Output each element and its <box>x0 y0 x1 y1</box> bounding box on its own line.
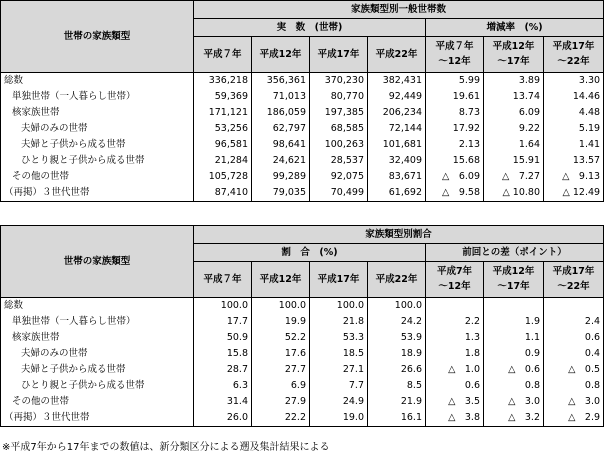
rate-cell: 14.46 <box>544 89 604 105</box>
table-row <box>1 410 604 427</box>
row-label: 夫婦のみの世帯 <box>1 121 194 137</box>
rate-cell: 8.73 <box>426 105 484 121</box>
diff-header: 平成7年 ～12年 <box>426 262 484 298</box>
value-cell: 87,410 <box>194 185 252 202</box>
year-header: 平成17年 <box>310 262 368 298</box>
row-label: （再掲）３世代世帯 <box>1 185 194 202</box>
value-cell: 59,369 <box>194 89 252 105</box>
value-cell: 61,692 <box>368 185 426 202</box>
diff-header: 平成17年 ～22年 <box>544 262 604 298</box>
row-label: その他の世帯 <box>1 394 194 410</box>
rate-cell: △ 3.0 <box>484 394 544 410</box>
table-row <box>1 73 604 90</box>
value-cell: 98,641 <box>252 137 310 153</box>
table-row <box>1 121 604 137</box>
row-header: 世帯の家族類型 <box>1 226 194 298</box>
rate-cell: 13.74 <box>484 89 544 105</box>
value-cell: 83,671 <box>368 169 426 185</box>
value-cell: 26.6 <box>368 362 426 378</box>
value-cell: 7.7 <box>310 378 368 394</box>
rate-cell: 0.8 <box>544 378 604 394</box>
value-cell: 21.8 <box>310 314 368 330</box>
rate-cell: 1.64 <box>484 137 544 153</box>
rate-cell: 2.4 <box>544 314 604 330</box>
rate-cell: 4.48 <box>544 105 604 121</box>
year-header: 平成７年 <box>194 37 252 73</box>
rate-cell <box>484 298 544 315</box>
table-row <box>1 169 604 185</box>
value-cell: 8.5 <box>368 378 426 394</box>
rate-cell: △ 9.13 <box>544 169 604 185</box>
value-cell: 197,385 <box>310 105 368 121</box>
row-label: 核家族世帯 <box>1 105 194 121</box>
row-label: 総数 <box>1 73 194 90</box>
value-cell: 31.4 <box>194 394 252 410</box>
group-title: 家族類型別割合 <box>194 226 604 244</box>
value-cell: 27.1 <box>310 362 368 378</box>
value-cell: 27.9 <box>252 394 310 410</box>
rate-cell: △ 0.5 <box>544 362 604 378</box>
table-row <box>1 362 604 378</box>
value-cell: 18.5 <box>310 346 368 362</box>
value-cell: 22.2 <box>252 410 310 427</box>
rate-cell: △ 3.2 <box>484 410 544 427</box>
row-label: ひとり親と子供から成る世帯 <box>1 153 194 169</box>
value-cell: 21,284 <box>194 153 252 169</box>
row-label: ひとり親と子供から成る世帯 <box>1 378 194 394</box>
rate-cell: 5.19 <box>544 121 604 137</box>
rate-cell: 1.3 <box>426 330 484 346</box>
subheader-share: 割 合 (%) <box>194 244 426 262</box>
value-cell: 24.9 <box>310 394 368 410</box>
value-cell: 53.9 <box>368 330 426 346</box>
rate-cell: 1.8 <box>426 346 484 362</box>
row-label: 夫婦と子供から成る世帯 <box>1 362 194 378</box>
rate-header: 平成12年 ～17年 <box>484 37 544 73</box>
rate-cell: 13.57 <box>544 153 604 169</box>
value-cell: 28.7 <box>194 362 252 378</box>
value-cell: 100.0 <box>252 298 310 315</box>
diff-header: 平成12年 ～17年 <box>484 262 544 298</box>
value-cell: 206,234 <box>368 105 426 121</box>
value-cell: 17.7 <box>194 314 252 330</box>
rate-cell: 6.09 <box>484 105 544 121</box>
table-row <box>1 137 604 153</box>
value-cell: 92,075 <box>310 169 368 185</box>
rate-cell: 1.1 <box>484 330 544 346</box>
rate-cell: 15.91 <box>484 153 544 169</box>
value-cell: 19.0 <box>310 410 368 427</box>
rate-cell: △ 3.8 <box>426 410 484 427</box>
row-label: 単独世帯（一人暮らし世帯） <box>1 314 194 330</box>
value-cell: 370,230 <box>310 73 368 90</box>
table-row <box>1 394 604 410</box>
table-body <box>1 298 604 427</box>
rate-cell: 19.61 <box>426 89 484 105</box>
value-cell: 72,144 <box>368 121 426 137</box>
row-header: 世帯の家族類型 <box>1 1 194 73</box>
row-label: 単独世帯（一人暮らし世帯） <box>1 89 194 105</box>
value-cell: 19.9 <box>252 314 310 330</box>
subheader-rate: 増減率 (%) <box>426 19 604 37</box>
value-cell: 15.8 <box>194 346 252 362</box>
value-cell: 6.3 <box>194 378 252 394</box>
rate-cell: 0.6 <box>544 330 604 346</box>
value-cell: 171,121 <box>194 105 252 121</box>
row-label: その他の世帯 <box>1 169 194 185</box>
value-cell: 382,431 <box>368 73 426 90</box>
subheader-diff: 前回との差（ポイント） <box>426 244 604 262</box>
value-cell: 71,013 <box>252 89 310 105</box>
rate-cell: △ 9.58 <box>426 185 484 202</box>
value-cell: 100.0 <box>194 298 252 315</box>
table-row <box>1 185 604 202</box>
row-label: 核家族世帯 <box>1 330 194 346</box>
rate-cell: 0.8 <box>484 378 544 394</box>
value-cell: 100,263 <box>310 137 368 153</box>
rate-cell: 2.13 <box>426 137 484 153</box>
row-label: 総数 <box>1 298 194 315</box>
value-cell: 53.3 <box>310 330 368 346</box>
household-count-table <box>0 0 604 202</box>
year-header: 平成12年 <box>252 37 310 73</box>
value-cell: 336,218 <box>194 73 252 90</box>
rate-cell: 0.6 <box>426 378 484 394</box>
rate-cell: 5.99 <box>426 73 484 90</box>
value-cell: 186,059 <box>252 105 310 121</box>
table-row <box>1 330 604 346</box>
value-cell: 6.9 <box>252 378 310 394</box>
row-label: 夫婦と子供から成る世帯 <box>1 137 194 153</box>
table-row <box>1 346 604 362</box>
value-cell: 100.0 <box>368 298 426 315</box>
value-cell: 21.9 <box>368 394 426 410</box>
rate-cell: △ 6.09 <box>426 169 484 185</box>
value-cell: 356,361 <box>252 73 310 90</box>
value-cell: 99,289 <box>252 169 310 185</box>
table-row <box>1 153 604 169</box>
rate-cell: △ 0.6 <box>484 362 544 378</box>
year-header: 平成12年 <box>252 262 310 298</box>
value-cell: 24.2 <box>368 314 426 330</box>
rate-cell: △ 12.49 <box>544 185 604 202</box>
rate-cell: △ 1.0 <box>426 362 484 378</box>
table-row <box>1 378 604 394</box>
subheader-actual: 実 数 (世帯) <box>194 19 426 37</box>
year-header: 平成７年 <box>194 262 252 298</box>
table-row <box>1 105 604 121</box>
value-cell: 50.9 <box>194 330 252 346</box>
row-label: 夫婦のみの世帯 <box>1 346 194 362</box>
rate-cell: 0.4 <box>544 346 604 362</box>
rate-cell: 3.30 <box>544 73 604 90</box>
table-row <box>1 298 604 315</box>
value-cell: 52.2 <box>252 330 310 346</box>
value-cell: 18.9 <box>368 346 426 362</box>
rate-cell: 3.89 <box>484 73 544 90</box>
value-cell: 68,585 <box>310 121 368 137</box>
value-cell: 100.0 <box>310 298 368 315</box>
rate-cell: 1.41 <box>544 137 604 153</box>
table-row <box>1 89 604 105</box>
rate-header: 平成７年 ～12年 <box>426 37 484 73</box>
rate-cell: 2.2 <box>426 314 484 330</box>
row-label: （再掲）３世代世帯 <box>1 410 194 427</box>
table-row <box>1 314 604 330</box>
year-header: 平成22年 <box>368 262 426 298</box>
value-cell: 96,581 <box>194 137 252 153</box>
value-cell: 79,035 <box>252 185 310 202</box>
value-cell: 70,499 <box>310 185 368 202</box>
group-title: 家族類型別一般世帯数 <box>194 1 604 19</box>
rate-cell: △ 7.27 <box>484 169 544 185</box>
value-cell: 92,449 <box>368 89 426 105</box>
rate-header: 平成17年 ～22年 <box>544 37 604 73</box>
value-cell: 28,537 <box>310 153 368 169</box>
value-cell: 105,728 <box>194 169 252 185</box>
year-header: 平成17年 <box>310 37 368 73</box>
rate-cell: 17.92 <box>426 121 484 137</box>
footnote: ※平成7年から17年までの数値は、新分類区分による遡及集計結果による <box>2 442 330 453</box>
value-cell: 16.1 <box>368 410 426 427</box>
rate-cell: △ 10.80 <box>484 185 544 202</box>
value-cell: 80,770 <box>310 89 368 105</box>
value-cell: 32,409 <box>368 153 426 169</box>
household-share-table <box>0 225 604 427</box>
rate-cell <box>426 298 484 315</box>
rate-cell: 9.22 <box>484 121 544 137</box>
value-cell: 101,681 <box>368 137 426 153</box>
rate-cell <box>544 298 604 315</box>
rate-cell: 1.9 <box>484 314 544 330</box>
year-header: 平成22年 <box>368 37 426 73</box>
value-cell: 26.0 <box>194 410 252 427</box>
rate-cell: △ 3.0 <box>544 394 604 410</box>
value-cell: 24,621 <box>252 153 310 169</box>
table-body <box>1 73 604 202</box>
rate-cell: 0.9 <box>484 346 544 362</box>
value-cell: 17.6 <box>252 346 310 362</box>
rate-cell: △ 3.5 <box>426 394 484 410</box>
rate-cell: 15.68 <box>426 153 484 169</box>
rate-cell: △ 2.9 <box>544 410 604 427</box>
value-cell: 27.7 <box>252 362 310 378</box>
value-cell: 53,256 <box>194 121 252 137</box>
value-cell: 62,797 <box>252 121 310 137</box>
